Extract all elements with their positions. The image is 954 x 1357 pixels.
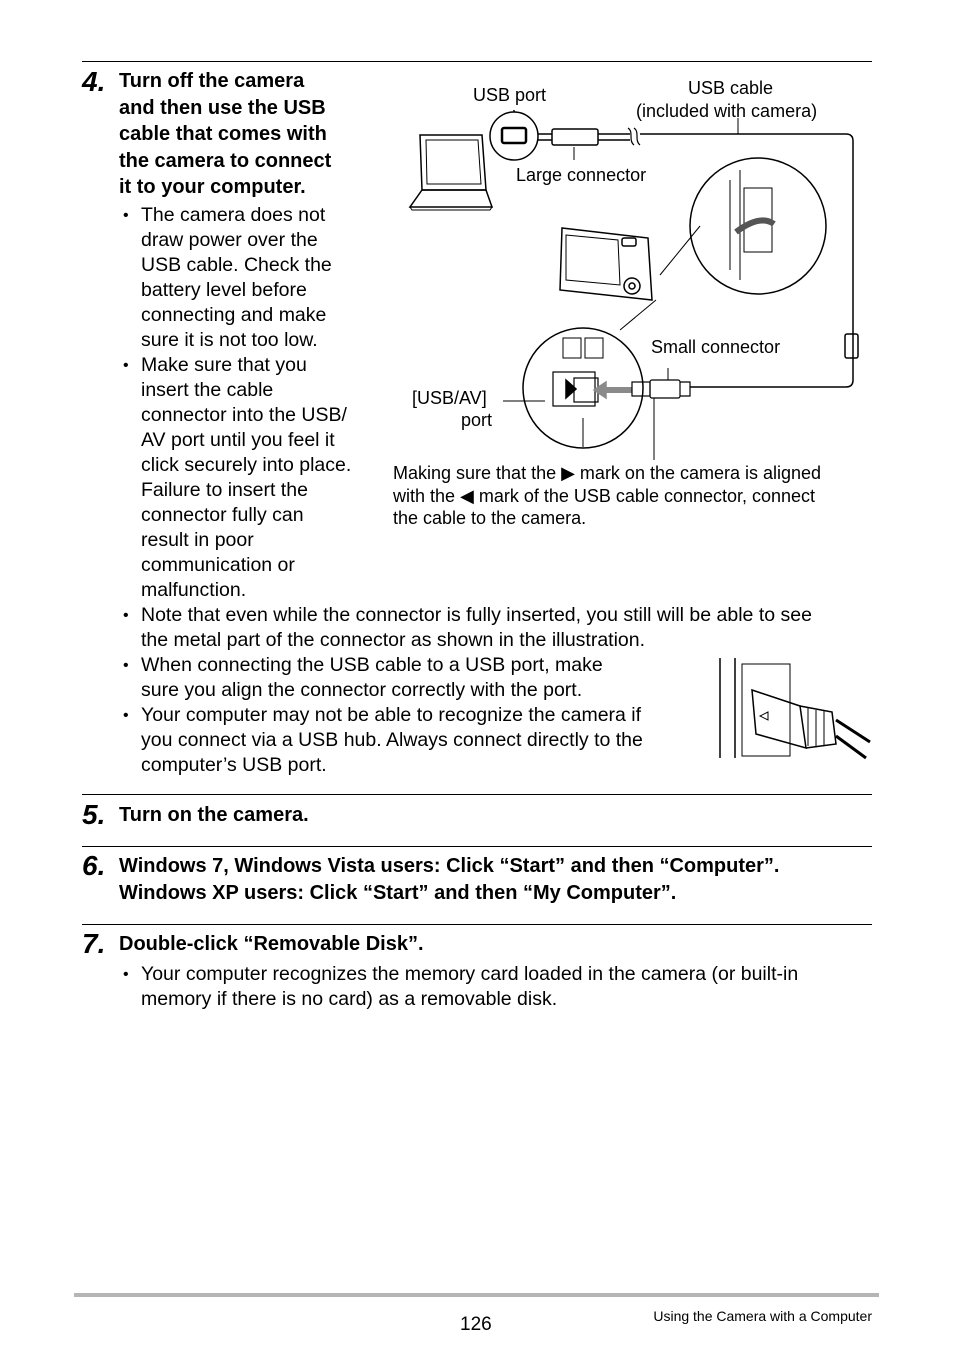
line: sure you align the connector correctly with the port. <box>141 679 583 701</box>
page-number: 126 <box>460 1314 492 1335</box>
caption-line: the cable to the camera. <box>393 508 587 528</box>
step-5-rule <box>82 794 872 795</box>
step-4-number: 4. <box>82 66 106 97</box>
step-7-bullets <box>119 962 879 1012</box>
step-6-title <box>119 853 879 906</box>
line: click securely into place. <box>141 454 352 476</box>
line: • Note that even while the connector is fully inserted, you still will be able to see <box>141 604 812 626</box>
line: connector fully can <box>141 504 304 526</box>
line: insert the cable <box>141 379 274 401</box>
line: sure it is not too low. <box>141 329 318 351</box>
line: communication or <box>141 554 295 576</box>
line: memory if there is no card) as a removable disk. <box>141 988 558 1010</box>
title-line: the camera to connect <box>119 149 332 172</box>
line: battery level before <box>141 279 307 301</box>
title-line: cable that comes with <box>119 123 327 145</box>
line: • Make sure that you <box>141 354 307 376</box>
line: computer’s USB port. <box>141 754 327 776</box>
usbav-port-label-1: [USB/AV] <box>412 388 487 408</box>
diagram-caption <box>393 462 873 530</box>
line: connector into the USB/ <box>141 404 347 426</box>
step-6-number: 6. <box>82 850 106 881</box>
line: • The camera does not <box>141 204 326 226</box>
caption-line: Making sure that the ▶ mark on the camera is aligned <box>393 463 822 483</box>
line: USB cable. Check the <box>141 254 332 276</box>
usb-cable-label-1: USB cable <box>688 78 774 98</box>
step-5-title: Turn on the camera. <box>119 804 309 826</box>
step-5-number: 5. <box>82 799 106 830</box>
footer-bar <box>74 1293 879 1297</box>
step-7-title: Double-click “Removable Disk”. <box>119 933 424 955</box>
title-line: it to your computer. <box>119 176 306 198</box>
line: malfunction. <box>141 579 247 601</box>
line: • When connecting the USB cable to a USB port, make <box>141 654 603 676</box>
small-connector-label: Small connector <box>651 337 781 357</box>
usb-port-label: USB port <box>473 85 547 105</box>
usb-cable-label-2: (included with camera) <box>636 101 818 121</box>
line: result in poor <box>141 529 254 551</box>
usbav-port-label-2: port <box>461 410 493 430</box>
line: • Your computer may not be able to recognize the camera if <box>141 704 642 726</box>
title-line: Turn off the camera <box>119 70 305 92</box>
footer-section-title: Using the Camera with a Computer <box>653 1308 872 1324</box>
line: • Your computer recognizes the memory card loaded in the camera (or built-in <box>141 963 799 985</box>
title-line: and then use the USB <box>119 96 326 119</box>
step-6-rule <box>82 846 872 847</box>
large-connector-label: Large connector <box>516 165 647 185</box>
caption-line: with the ◀ mark of the USB cable connector, connect <box>393 485 816 506</box>
step-7-number: 7. <box>82 928 106 959</box>
line: the metal part of the connector as shown in the illustration. <box>141 629 646 651</box>
line: draw power over the <box>141 229 318 251</box>
line: connecting and make <box>141 304 327 326</box>
list-item <box>119 962 879 1012</box>
line: you connect via a USB hub. Always connect directly to the <box>141 729 643 751</box>
step-7-rule <box>82 924 872 925</box>
title-line: Windows 7, Windows Vista users: Click “Start” and then “Computer”. <box>119 855 780 877</box>
line: AV port until you feel it <box>141 429 335 451</box>
title-line: Windows XP users: Click “Start” and then “My Computer”. <box>119 881 677 904</box>
line: Failure to insert the <box>141 479 308 501</box>
